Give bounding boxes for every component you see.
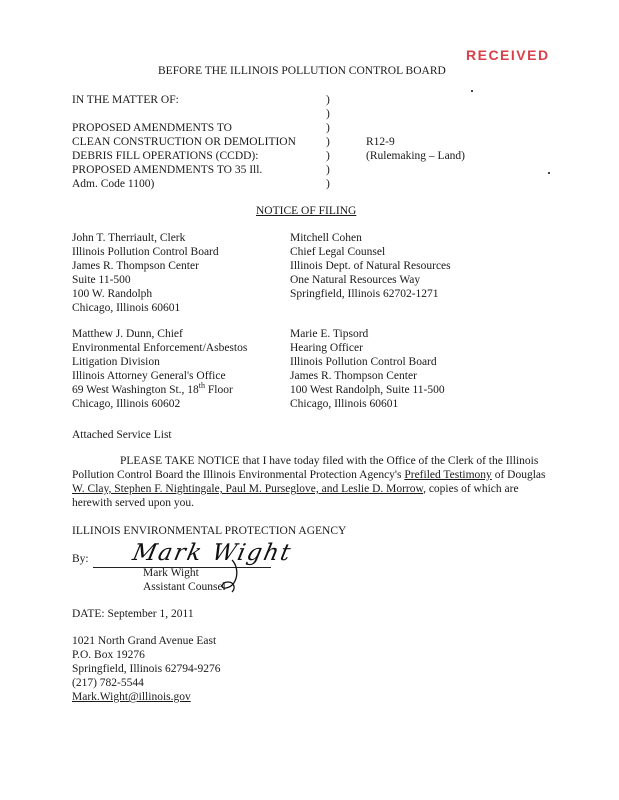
street-pre: 69 West Washington St., 18 <box>72 384 199 396</box>
address-line: Suite 11-500 <box>72 274 131 286</box>
witness-names: W. Clay, Stephen F. Nightingale, Paul M. Purseglove, and Leslie D. Morrow <box>72 483 424 495</box>
address-line: Chief Legal Counsel <box>290 246 386 258</box>
case-info <box>366 135 465 163</box>
street-sup: th <box>198 381 206 391</box>
scan-speck <box>471 90 473 92</box>
body-line <box>72 482 545 496</box>
matter-line <box>72 107 296 121</box>
agency-address <box>72 634 221 704</box>
address-line: (217) 782-5544 <box>72 677 144 689</box>
address-line: Mitchell Cohen <box>290 232 362 244</box>
by-label: By: <box>72 553 89 565</box>
address-line: Springfield, Illinois 62794-9276 <box>72 663 221 675</box>
address-line: Environmental Enforcement/Asbestos <box>72 342 248 354</box>
address-line: John T. Therriault, Clerk <box>72 232 186 244</box>
signer-name: Mark Wight <box>143 567 199 579</box>
address-line: Illinois Pollution Control Board <box>290 356 437 368</box>
matter-caption <box>72 93 296 191</box>
address-line: P.O. Box 19276 <box>72 649 145 661</box>
page-heading: BEFORE THE ILLINOIS POLLUTION CONTROL BOARD <box>158 65 446 77</box>
body-line: PLEASE TAKE NOTICE that I have today filed with the Office of the Clerk of the Illinois <box>120 455 539 467</box>
case-number: R12-9 <box>366 136 395 148</box>
matter-line: PROPOSED AMENDMENTS TO <box>72 122 232 134</box>
address-line: Chicago, Illinois 60601 <box>72 302 181 314</box>
body-text: of Douglas <box>491 469 546 481</box>
address-line: One Natural Resources Way <box>290 274 421 286</box>
street-post: Floor <box>205 384 233 396</box>
body-line: herewith served upon you. <box>72 497 194 509</box>
date-line: DATE: September 1, 2011 <box>72 608 194 620</box>
recipient-dnr <box>290 231 451 301</box>
address-line: James R. Thompson Center <box>72 260 199 272</box>
address-line: Illinois Attorney General's Office <box>72 370 226 382</box>
matter-line: DEBRIS FILL OPERATIONS (CCDD): <box>72 150 259 162</box>
paren: ) <box>326 164 330 176</box>
address-line: Chicago, Illinois 60602 <box>72 398 181 410</box>
matter-line: PROPOSED AMENDMENTS TO 35 Ill. <box>72 164 263 176</box>
matter-line: IN THE MATTER OF: <box>72 94 179 106</box>
paren: ) <box>326 94 330 106</box>
paren: ) <box>326 178 330 190</box>
paren: ) <box>326 122 330 134</box>
address-line: 100 West Randolph, Suite 11-500 <box>290 384 445 396</box>
body-text: , copies of which are <box>423 483 519 495</box>
prefiled-testimony-link: Prefiled Testimony <box>404 469 492 481</box>
paren: ) <box>326 136 330 148</box>
recipient-attorney-general <box>72 327 247 411</box>
body-line <box>72 468 545 482</box>
scan-speck <box>548 172 550 174</box>
signer-title: Assistant Counsel <box>143 581 226 593</box>
address-line: Chicago, Illinois 60601 <box>290 398 399 410</box>
address-line-street <box>72 383 247 397</box>
agency-name: ILLINOIS ENVIRONMENTAL PROTECTION AGENCY <box>72 525 347 537</box>
recipient-hearing-officer <box>290 327 445 411</box>
recipient-clerk <box>72 231 219 315</box>
case-type: (Rulemaking – Land) <box>366 150 466 162</box>
paren: ) <box>326 150 330 162</box>
address-line: 1021 North Grand Avenue East <box>72 635 217 647</box>
email-link[interactable]: Mark.Wight@illinois.gov <box>72 691 191 703</box>
notice-body <box>72 454 545 510</box>
attached-service-list: Attached Service List <box>72 429 172 441</box>
received-stamp: RECEIVED <box>466 47 550 63</box>
address-line: Litigation Division <box>72 356 160 368</box>
body-text: Pollution Control Board the Illinois Environmental Protection Agency's <box>72 469 405 481</box>
address-line: Hearing Officer <box>290 342 363 354</box>
notice-title: NOTICE OF FILING <box>256 205 357 217</box>
address-line: Springfield, Illinois 62702-1271 <box>290 288 439 300</box>
matter-line: CLEAN CONSTRUCTION OR DEMOLITION <box>72 136 296 148</box>
address-line: Illinois Dept. of Natural Resources <box>290 260 451 272</box>
address-line: Marie E. Tipsord <box>290 328 369 340</box>
address-line: James R. Thompson Center <box>290 370 417 382</box>
address-line: Matthew J. Dunn, Chief <box>72 328 183 340</box>
address-line: Illinois Pollution Control Board <box>72 246 219 258</box>
matter-line: Adm. Code 1100) <box>72 178 155 190</box>
address-line: 100 W. Randolph <box>72 288 153 300</box>
caption-parens <box>326 93 330 191</box>
handwritten-signature: Mark Wight <box>130 540 295 566</box>
paren: ) <box>326 108 330 120</box>
